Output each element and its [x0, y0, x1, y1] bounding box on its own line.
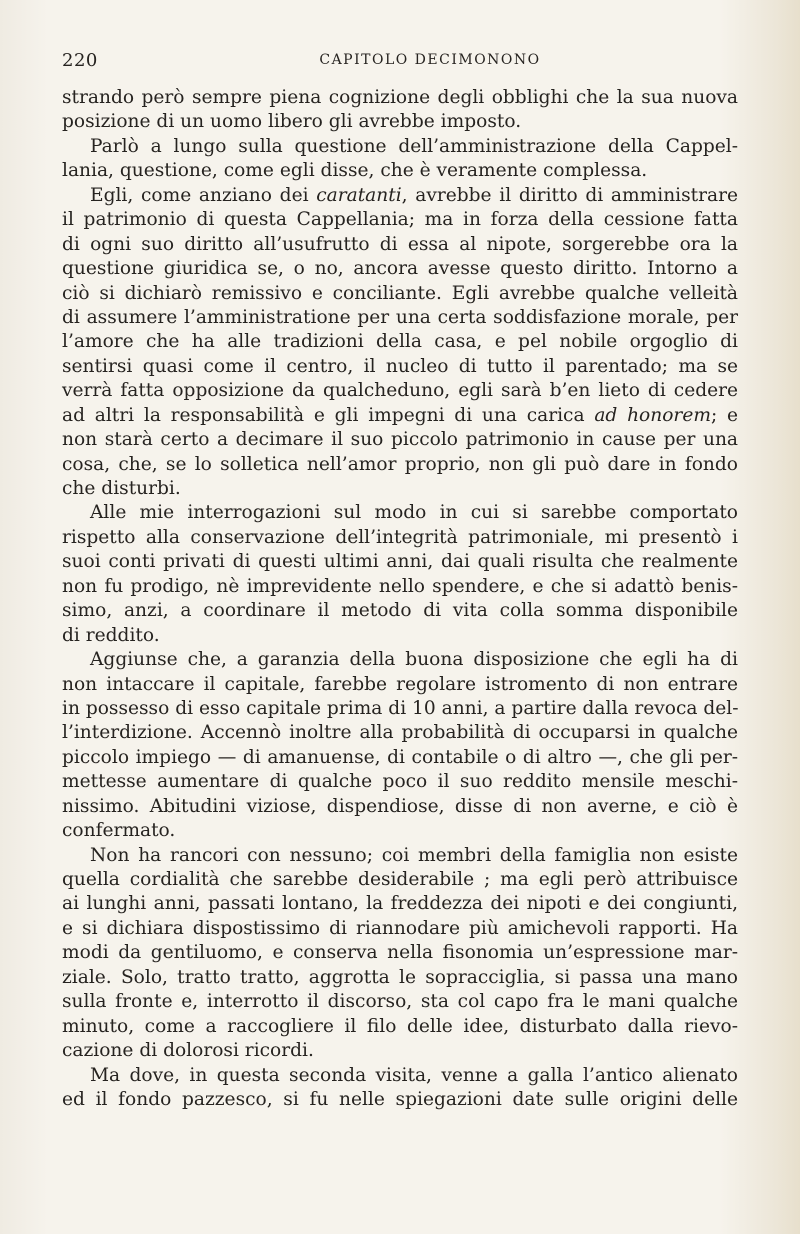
text-line: sentirsi quasi come il centro, il nucleo di tutto il parentado; ma se: [62, 355, 738, 377]
text-line: di reddito.: [62, 624, 160, 646]
text-line: verrà fatta opposizione da qualcheduno, egli sarà b’en lieto di cedere: [62, 380, 738, 402]
text-line: sulla fronte e, interrotto il discorso, sta col capo fra le mani qualche: [62, 991, 738, 1013]
text-line: piccolo impiego — di amanuense, di contabile o di altro —, che gli per-: [62, 746, 738, 768]
text-line: strando però sempre piena cognizione degli obblighi che la sua nuova: [62, 87, 738, 108]
text-line: e si dichiara dispostissimo di riannodare più amichevoli rapporti. Ha: [62, 917, 738, 939]
text-line: l’amore che ha alle tradizioni della casa, e pel nobile orgoglio di: [62, 331, 738, 353]
text-line: simo, anzi, a coordinare il metodo di vita colla somma disponibile: [62, 600, 738, 622]
text-line: non intaccare il capitale, farebbe regolare istromento di non entrare: [62, 673, 738, 695]
text-line: ai lunghi anni, passati lontano, la freddezza dei nipoti e dei congiunti,: [62, 893, 738, 915]
text-line: nissimo. Abitudini viziose, dispendiose, disse di non averne, e ciò è: [62, 795, 738, 817]
text-line: Non ha rancori con nessuno; coi membri della famiglia non esiste: [90, 844, 738, 866]
text-line: in possesso di esso capitale prima di 10 anni, a partire dalla revoca del-: [62, 697, 739, 719]
page-number: 220: [62, 50, 98, 71]
page-header: [62, 50, 738, 76]
text-line: Alle mie interrogazioni sul modo in cui si sarebbe comportato: [90, 502, 738, 524]
text-line: non starà certo a decimare il suo piccolo patrimonio in cause per una: [62, 429, 738, 451]
text-line: minuto, come a raccogliere il filo delle idee, disturbato dalla rievo-: [62, 1015, 738, 1037]
text-line: questione giuridica se, o no, ancora avesse questo diritto. Intorno a: [62, 258, 738, 280]
text-line: Ma dove, in questa seconda visita, venne a galla l’antico alienato: [90, 1064, 738, 1086]
text-line: quella cordialità che sarebbe desiderabile ; ma egli però attribuisce: [62, 869, 738, 890]
text-line: l’interdizione. Accennò inoltre alla probabilità di occuparsi in qualche: [62, 722, 738, 744]
text-line: ziale. Solo, tratto tratto, aggrotta le sopracciglia, si passa una mano: [62, 966, 738, 988]
text-line: cosa, che, se lo solletica nell’amor proprio, non gli può dare in fondo: [62, 453, 738, 475]
text-line: Aggiunse che, a garanzia della buona disposizione che egli ha di: [90, 649, 738, 671]
text-line: cazione di dolorosi ricordi.: [62, 1040, 314, 1062]
text-line: lania, questione, come egli disse, che è veramente complessa.: [62, 160, 648, 182]
text-line: il patrimonio di questa Cappellania; ma in forza della cessione fatta: [62, 209, 738, 231]
text-line: ed il fondo pazzesco, si fu nelle spiegazioni date sulle origini delle: [62, 1088, 738, 1110]
text-line: mettesse aumentare di qualche poco il suo reddito mensile meschi-: [62, 771, 738, 793]
text-line: Parlò a lungo sulla questione dell’amministrazione della Cappel-: [90, 135, 738, 157]
body-text: [62, 86, 738, 1112]
text-line: di assumere l’amministratione per una certa soddisfazione morale, per: [62, 306, 738, 328]
text-line: rispetto alla conservazione dell’integrità patrimoniale, mi presentò i: [62, 526, 738, 548]
text-line: ad altri la responsabilità e gli impegni di una carica ad honorem; e: [62, 404, 738, 426]
italic-term: ad honorem: [594, 404, 711, 426]
text-line: Egli, come anziano dei caratanti, avrebbe il diritto di amministrare: [90, 184, 738, 206]
text-line: non fu prodigo, nè imprevidente nello spendere, e che si adattò benis-: [62, 575, 738, 597]
text-line: confermato.: [62, 820, 176, 842]
running-head: CAPITOLO DECIMONONO: [319, 52, 541, 68]
italic-term: caratanti: [316, 184, 402, 206]
text-line: posizione di un uomo libero gli avrebbe imposto.: [62, 111, 522, 133]
text-line: modi da gentiluomo, e conserva nella fisonomia un’espressione mar-: [62, 942, 738, 964]
text-line: suoi conti privati di questi ultimi anni, dai quali risulta che realmente: [62, 551, 738, 573]
text-line: ciò si dichiarò remissivo e conciliante. Egli avrebbe qualche velleità: [62, 282, 738, 304]
text-line: che disturbi.: [62, 478, 181, 499]
text-line: di ogni suo diritto all’usufrutto di essa al nipote, sorgerebbe ora la: [62, 233, 738, 255]
